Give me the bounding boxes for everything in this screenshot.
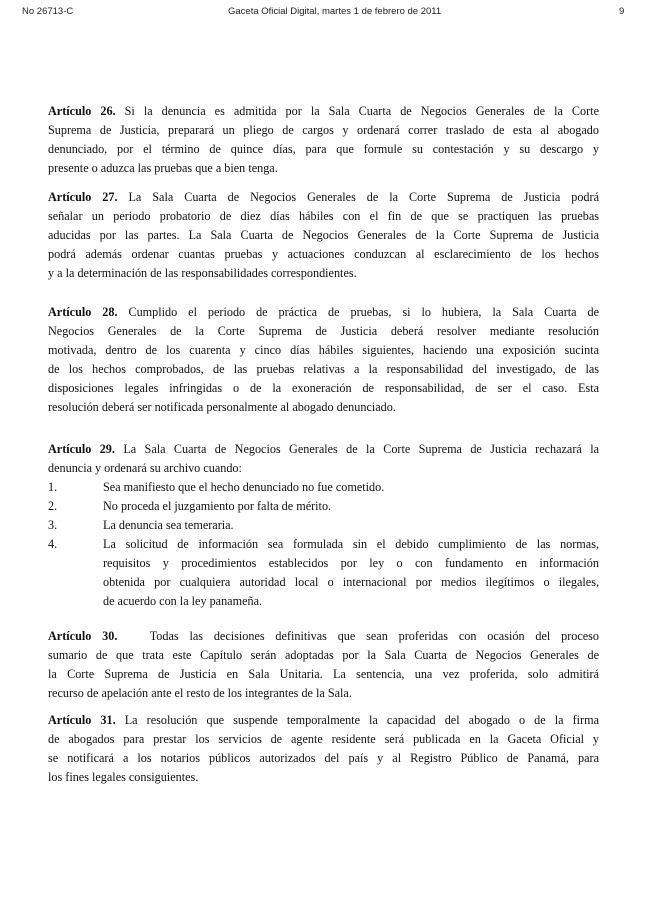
article-line: de abogados para prestar los servicios de agente residente será publicada en la Gaceta Oficial y: [48, 732, 599, 746]
article-label: Artículo 29.: [48, 442, 115, 456]
list-item-text: de acuerdo con la ley panameña.: [103, 594, 263, 608]
article-first-line: [48, 627, 599, 646]
article-text: La Sala Cuarta de Negocios Generales de la Corte Suprema de Justicia podrá: [117, 190, 599, 204]
article-label: Artículo 26.: [48, 104, 116, 118]
article-line: la Corte Suprema de Justicia en Sala Unitaria. La sentencia, una vez proferida, solo admitirá: [48, 667, 599, 681]
article-30: [48, 627, 599, 703]
article-first-line: [48, 188, 599, 207]
list-item-text: Sea manifiesto que el hecho denunciado no fue cometido.: [103, 480, 385, 494]
article-line: se notificará a los notarios públicos autorizados del país y al Registro Público de Panamá, para: [48, 751, 599, 765]
article-line: los fines legales consiguientes.: [48, 770, 199, 784]
article-text: Cumplido el periodo de práctica de pruebas, si lo hubiera, la Sala Cuarta de: [117, 305, 599, 319]
article-line: disposiciones legales infringidas o de la exoneración de responsabilidad, de ser el caso. Esta: [48, 381, 599, 395]
article-line: señalar un periodo probatorio de diez días hábiles con el fin de que se practiquen las pruebas: [48, 209, 599, 223]
list-item-text: La denuncia sea temeraria.: [103, 518, 234, 532]
article-text: Si la denuncia es admitida por la Sala Cuarta de Negocios Generales de la Corte: [115, 104, 599, 118]
article-text: La resolución que suspende temporalmente la capacidad del abogado o de la firma: [115, 713, 599, 727]
list-item: [48, 535, 599, 611]
list-item-text: obtenida por cualquiera autoridad local o internacional por medios ilegítimos o ilegales,: [103, 575, 599, 589]
list-item-text: La solicitud de información sea formulada sin el debido cumplimiento de las normas,: [103, 537, 599, 551]
article-line: denuncia y ordenará su archivo cuando:: [48, 461, 242, 475]
page-number: 9: [619, 6, 625, 17]
list-number: 1.: [48, 480, 58, 494]
issue-number: No 26713-C: [22, 6, 74, 17]
article-label: Artículo 27.: [48, 190, 118, 204]
article-line: aducidas por las partes. La Sala Cuarta de Negocios Generales de la Corte Suprema de Justicia: [48, 228, 599, 242]
article-text: Todas las decisiones definitivas que sean proferidas con ocasión del proceso: [117, 629, 599, 643]
list-item: [48, 478, 599, 497]
list-item: [48, 497, 599, 516]
list-item: [48, 516, 599, 535]
article-31: [48, 711, 599, 787]
article-line: Negocios Generales de la Corte Suprema de Justicia deberá resolver mediante resolución: [48, 324, 599, 338]
article-first-line: [48, 440, 599, 459]
article-line: presente o aduzca las pruebas que a bien tenga.: [48, 161, 278, 175]
article-text: La Sala Cuarta de Negocios Generales de la Corte Suprema de Justicia rechazará la: [114, 442, 599, 456]
list-item-text: No proceda el juzgamiento por falta de mérito.: [103, 499, 332, 513]
article-29: [48, 440, 599, 611]
article-label: Artículo 30.: [48, 629, 118, 643]
article-line: Suprema de Justicia, preparará un pliego de cargos y ordenará correr traslado de esta al abogado: [48, 123, 599, 137]
article-line: denunciado, por el término de quince días, para que formule su contestación y su descargo y: [48, 142, 599, 156]
article-28: [48, 303, 599, 417]
article-first-line: [48, 303, 599, 322]
article-label: Artículo 31.: [48, 713, 116, 727]
article-label: Artículo 28.: [48, 305, 118, 319]
article-line: y a la determinación de las responsabilidades correspondientes.: [48, 266, 357, 280]
list-item-text: requisitos y procedimientos establecidos por ley o con fundamento en información: [103, 556, 599, 570]
article-27: [48, 188, 599, 283]
article-first-line: [48, 711, 599, 730]
article-first-line: [48, 102, 599, 121]
article-line: motivada, dentro de los cuarenta y cinco días hábiles siguientes, haciendo una exposición sucinta: [48, 343, 599, 357]
article-line: podrá además ordenar cuantas pruebas y actuaciones conduzcan al esclarecimiento de los hechos: [48, 247, 599, 261]
list-number: 4.: [48, 537, 58, 551]
list-number: 3.: [48, 518, 58, 532]
list-number: 2.: [48, 499, 58, 513]
article-26: [48, 102, 599, 178]
article-line: recurso de apelación ante el resto de los integrantes de la Sala.: [48, 686, 352, 700]
article-line: resolución deberá ser notificada personalmente al abogado denunciado.: [48, 400, 396, 414]
article-line: sumario de que trata este Capítulo serán adoptadas por la Sala Cuarta de Negocios Generales de: [48, 648, 599, 662]
gazette-title: Gaceta Oficial Digital, martes 1 de febrero de 2011: [228, 6, 442, 17]
article-line: de los hechos comprobados, de las pruebas relativas a la responsabilidad del investigado, de las: [48, 362, 599, 376]
